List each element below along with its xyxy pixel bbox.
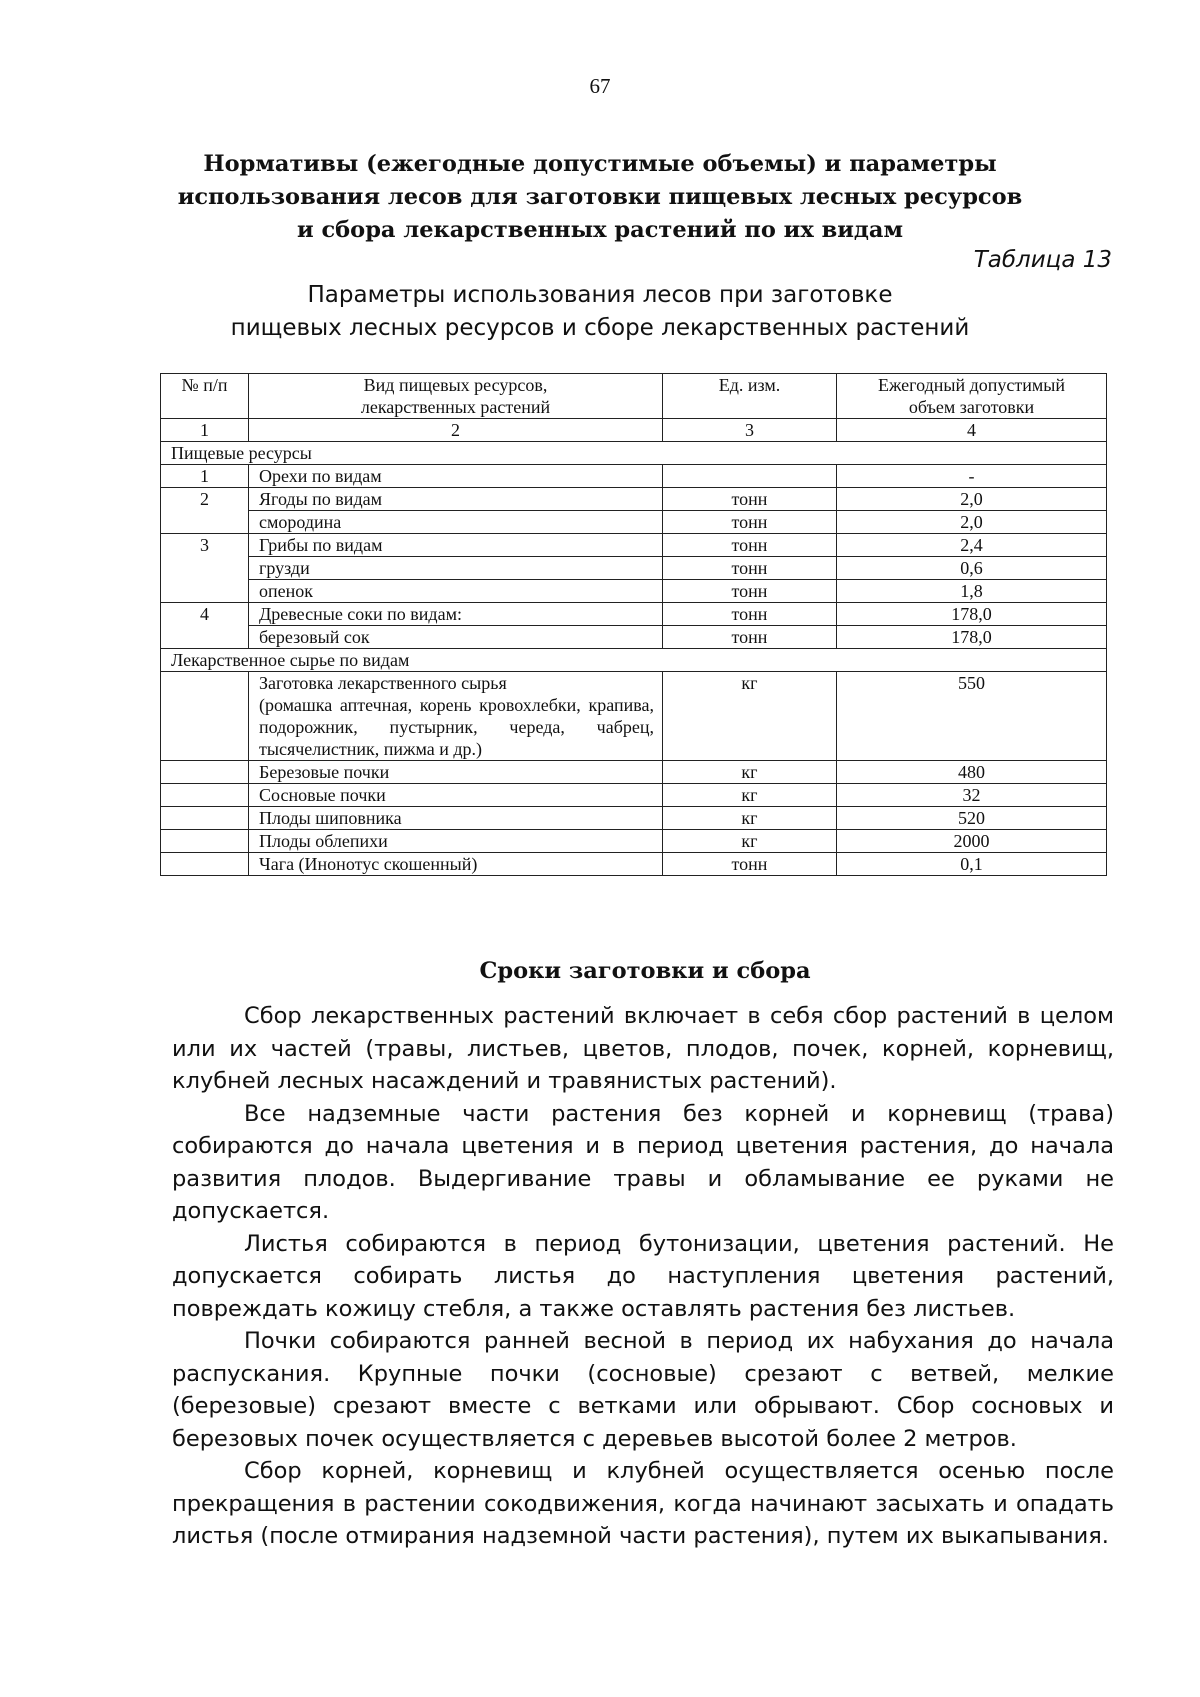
section-cell: Лекарственное сырье по видам (161, 649, 1107, 672)
column-number-cell: 2 (249, 419, 663, 442)
table-row (161, 488, 1107, 511)
row-volume: 178,0 (837, 603, 1107, 626)
table-header-row (161, 374, 1107, 419)
row-name: Древесные соки по видам: (249, 603, 663, 626)
row-unit: кг (663, 807, 837, 830)
row-unit: тонн (663, 626, 837, 649)
body-text (172, 1000, 1114, 1553)
row-number: 1 (161, 465, 249, 488)
section-title: Сроки заготовки и сбора (479, 957, 811, 984)
row-unit: тонн (663, 511, 837, 534)
row-volume: 2,0 (837, 488, 1107, 511)
paragraph: Сбор корней, корневищ и клубней осуществляется осенью после прекращения в растении сокодвижения, когда начинают засыхать и опадать листья (после отмирания надземной части растения), путем их выкапывания. (172, 1458, 1114, 1549)
row-name: смородина (249, 511, 663, 534)
paragraph: Все надземные части растения без корней и корневищ (трава) собираются до начала цветения и в период цветения растения, до начала развития плодов. Выдергивание травы и обламывание ее руками не допускается. (172, 1100, 1114, 1224)
row-volume: 2,4 (837, 534, 1107, 557)
row-unit: кг (663, 784, 837, 807)
row-volume: 520 (837, 807, 1107, 830)
row-unit (663, 465, 837, 488)
table-caption (200, 279, 1000, 345)
resources-table (160, 373, 1107, 876)
row-name: опенок (249, 580, 663, 603)
table-row (161, 557, 1107, 580)
row-unit: тонн (663, 557, 837, 580)
paragraph: Почки собираются ранней весной в период их набухания до начала распускания. Крупные почки (сосновые) срезают с ветвей, мелкие (березовые) срезают вместе с ветками или обрывают. Сбор сосновых и березовых почек осуществляется с деревьев высотой более 2 метров. (172, 1328, 1114, 1452)
row-volume: - (837, 465, 1107, 488)
table-label: Таблица 13 (973, 247, 1112, 273)
row-unit: тонн (663, 488, 837, 511)
column-number-cell: 1 (161, 419, 249, 442)
row-unit: кг (663, 761, 837, 784)
table-row (161, 807, 1107, 830)
header-cell-volume (837, 374, 1107, 419)
row-volume: 550 (837, 672, 1107, 761)
column-number-row (161, 419, 1107, 442)
row-volume: 480 (837, 761, 1107, 784)
table-row (161, 626, 1107, 649)
section-row-medicinal (161, 649, 1107, 672)
row-unit: кг (663, 672, 837, 761)
row-number: 4 (161, 603, 249, 649)
row-name: Сосновые почки (249, 784, 663, 807)
row-name: Грибы по видам (249, 534, 663, 557)
row-number (161, 784, 249, 807)
table-row (161, 784, 1107, 807)
section-cell: Пищевые ресурсы (161, 442, 1107, 465)
page-number: 67 (589, 74, 611, 98)
column-number-cell: 3 (663, 419, 837, 442)
row-name: грузди (249, 557, 663, 580)
row-name: Березовые почки (249, 761, 663, 784)
row-number (161, 761, 249, 784)
table-row (161, 761, 1107, 784)
paragraph: Сбор лекарственных растений включает в себя сбор растений в целом или их частей (травы, листьев, цветов, плодов, почек, корней, корневищ, клубней лесных насаждений и травянистых растений). (172, 1003, 1114, 1094)
table-caption-line: пищевых лесных ресурсов и сборе лекарственных растений (230, 315, 970, 341)
table-row (161, 511, 1107, 534)
table-caption-line: Параметры использования лесов при заготовке (307, 282, 893, 308)
row-name: Плоды облепихи (249, 830, 663, 853)
table-row (161, 580, 1107, 603)
column-number-cell: 4 (837, 419, 1107, 442)
header-cell-unit: Ед. изм. (663, 374, 837, 419)
row-name: березовый сок (249, 626, 663, 649)
row-name-detail: (ромашка аптечная, корень кровохлебки, крапива, подорожник, пустырник, череда, чабрец, тысячелистник, пижма и др.) (259, 695, 654, 759)
table-row (161, 603, 1107, 626)
header-text: лекарственных растений (360, 397, 551, 417)
row-volume: 1,8 (837, 580, 1107, 603)
row-volume: 178,0 (837, 626, 1107, 649)
row-number: 2 (161, 488, 249, 534)
document-title: Нормативы (ежегодные допустимые объемы) и параметры использования лесов для заготовки пищевых лесных ресурсов и сбора лекарственных растений по их видам (177, 151, 1023, 243)
row-volume: 2000 (837, 830, 1107, 853)
row-volume: 2,0 (837, 511, 1107, 534)
row-unit: тонн (663, 603, 837, 626)
section-row-food (161, 442, 1107, 465)
row-number: 3 (161, 534, 249, 603)
row-number (161, 807, 249, 830)
row-name-line: Заготовка лекарственного сырья (259, 673, 507, 693)
table-row (161, 672, 1107, 761)
table-row (161, 534, 1107, 557)
paragraph: Листья собираются в период бутонизации, цветения растений. Не допускается собирать листья до наступления цветения растений, повреждать кожицу стебля, а также оставлять растения без листьев. (172, 1230, 1114, 1322)
header-cell-number: № п/п (161, 374, 249, 419)
row-unit: кг (663, 830, 837, 853)
row-name: Плоды шиповника (249, 807, 663, 830)
table-row (161, 853, 1107, 876)
row-name (249, 672, 663, 761)
row-volume: 32 (837, 784, 1107, 807)
header-cell-name (249, 374, 663, 419)
row-number (161, 853, 249, 876)
table-row (161, 830, 1107, 853)
row-unit: тонн (663, 580, 837, 603)
row-volume: 0,6 (837, 557, 1107, 580)
row-name: Ягоды по видам (249, 488, 663, 511)
row-unit: тонн (663, 534, 837, 557)
row-unit: тонн (663, 853, 837, 876)
row-number (161, 672, 249, 761)
header-text: Ежегодный допустимый (877, 375, 1065, 395)
header-text: Вид пищевых ресурсов, (363, 375, 548, 395)
header-text: объем заготовки (908, 397, 1035, 417)
table-row (161, 465, 1107, 488)
row-name: Орехи по видам (249, 465, 663, 488)
row-number (161, 830, 249, 853)
row-volume: 0,1 (837, 853, 1107, 876)
row-name: Чага (Инонотус скошенный) (249, 853, 663, 876)
